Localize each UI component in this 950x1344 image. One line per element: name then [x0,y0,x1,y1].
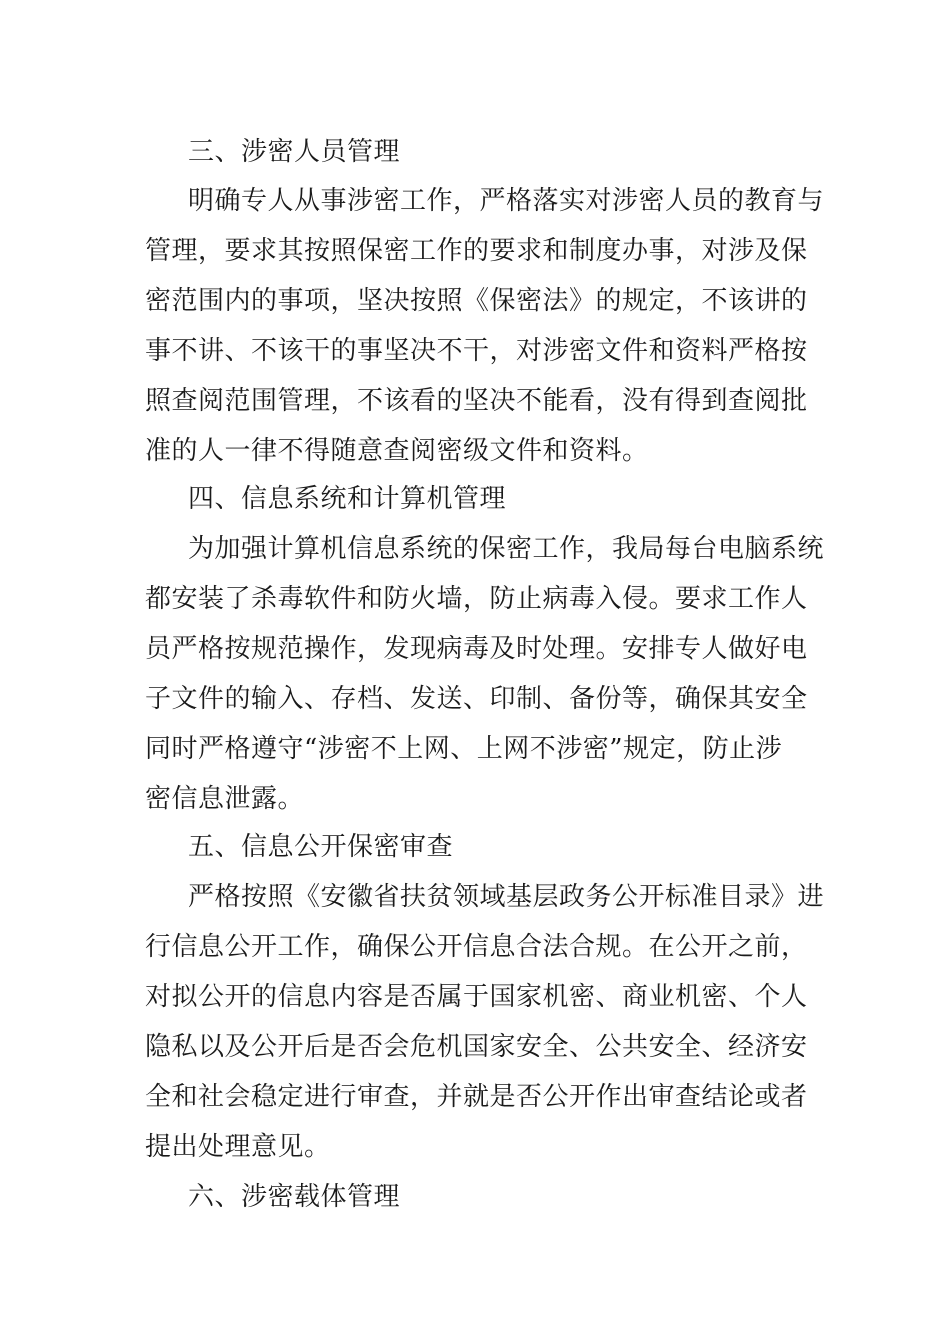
paragraph-line: 明确专人从事涉密工作，严格落实对涉密人员的教育与 [188,186,825,216]
paragraph-line: 全和社会稳定进行审查，并就是否公开作出审查结论或者 [145,1082,808,1112]
paragraph-line: 行信息公开工作，确保公开信息合法合规。在公开之前， [145,932,808,962]
section-heading-5: 五、信息公开保密审查 [188,832,454,862]
paragraph-line: 子文件的输入、存档、发送、印制、备份等，确保其安全 [145,684,808,714]
section-heading-3: 三、涉密人员管理 [188,137,401,167]
paragraph-line: 提出处理意见。 [145,1132,331,1162]
paragraph-line: 隐私以及公开后是否会危机国家安全、公共安全、经济安 [145,1032,808,1062]
paragraph-line: 都安装了杀毒软件和防火墙，防止病毒入侵。要求工作人 [145,584,808,614]
paragraph-line: 事不讲、不该干的事坚决不干，对涉密文件和资料严格按 [145,336,808,366]
paragraph-line: 严格按照《安徽省扶贫领域基层政务公开标准目录》进 [188,882,825,912]
paragraph-line: 密信息泄露。 [145,784,305,814]
paragraph-line: 准的人一律不得随意查阅密级文件和资料。 [145,436,649,466]
paragraph-line: 密范围内的事项，坚决按照《保密法》的规定，不该讲的 [145,286,808,316]
section-heading-6: 六、涉密载体管理 [188,1182,401,1212]
paragraph-line: 员严格按规范操作，发现病毒及时处理。安排专人做好电 [145,634,808,664]
paragraph-line: 管理，要求其按照保密工作的要求和制度办事，对涉及保 [145,236,808,266]
paragraph-line: 同时严格遵守“涉密不上网、上网不涉密”规定，防止涉 [145,734,783,764]
paragraph-line: 照查阅范围管理，不该看的坚决不能看，没有得到查阅批 [145,386,808,416]
paragraph-line: 为加强计算机信息系统的保密工作，我局每台电脑系统 [188,534,825,564]
paragraph-line: 对拟公开的信息内容是否属于国家机密、商业机密、个人 [145,982,808,1012]
section-heading-4: 四、信息系统和计算机管理 [188,484,507,514]
